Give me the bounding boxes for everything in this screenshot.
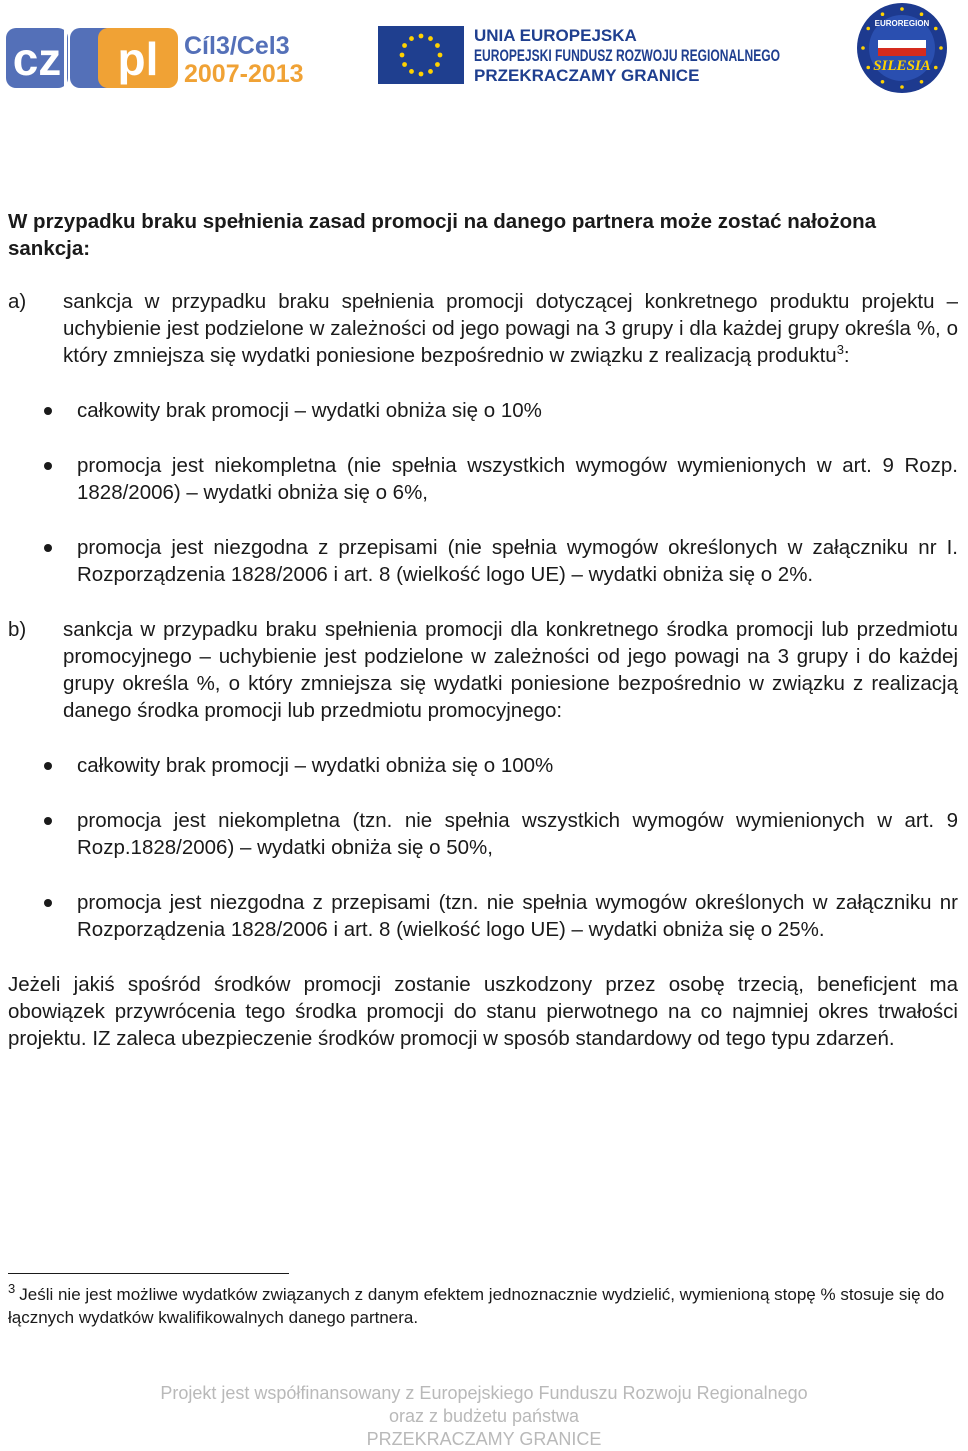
section-b xyxy=(8,616,958,724)
section-b-bullets xyxy=(8,752,958,943)
eu-star-icon xyxy=(409,36,414,41)
eu-star-icon xyxy=(419,34,424,39)
bullet-text: promocja jest niekompletna (tzn. nie spełnia wszystkich wymogów wymienionych w art. 9 Rozp.1828/2006) – wydatki obniża się o 50%, xyxy=(77,809,958,859)
list-item xyxy=(8,452,958,506)
footer-line-1: Projekt jest współfinansowany z Europejskiego Funduszu Rozwoju Regionalnego xyxy=(160,1383,808,1403)
footnote xyxy=(8,1283,956,1329)
list-item xyxy=(8,807,958,861)
silesia-star-icon xyxy=(939,46,943,50)
section-a-bullets xyxy=(8,397,958,588)
silesia-star-icon xyxy=(881,12,885,16)
silesia-star-icon xyxy=(934,27,938,31)
eu-star-icon xyxy=(419,72,424,77)
footer-line-3: PRZEKRACZAMY GRANICE xyxy=(366,1429,602,1449)
eu-logo xyxy=(378,22,788,86)
document-body xyxy=(8,208,958,1052)
silesia-star-icon xyxy=(861,46,865,50)
silesia-star-icon xyxy=(920,12,924,16)
silesia-star-icon xyxy=(881,80,885,84)
silesia-top-text: EUROREGION xyxy=(874,19,930,28)
sanction-heading: W przypadku braku spełnienia zasad promocji na danego partnera może zostać nałożona sankcja: xyxy=(8,210,877,260)
closing-paragraph: Jeżeli jakiś spośród środków promocji zostanie uszkodzony przez osobę trzecią, beneficjent ma obowiązek przywrócenia tego środka promocji do stanu pierwotnego na co najmniej okres trwałości projektu. IZ zaleca ubezpieczenie środków promocji w sposób standardowy od tego typu zdarzeń. xyxy=(8,973,958,1050)
page-footer xyxy=(0,1382,968,1451)
czpl-logo xyxy=(6,26,304,90)
section-b-text: sankcja w przypadku braku spełnienia promocji dla konkretnego środka promocji lub przedmiotu promocyjnego – uchybienie jest podzielone w zależności od jego powagi na 3 grupy i do każdej grupy określa %, o który zmniejsza się wydatki poniesione bezpośrednio w związku z realizacją danego środka promocji lub przedmiotu promocyjnego: xyxy=(63,618,958,722)
eu-star-icon xyxy=(402,62,407,67)
eu-star-icon xyxy=(428,36,433,41)
bullet-text: promocja jest niezgodna z przepisami (tzn. nie spełnia wymogów określonych w załączniku nr Rozporządzenia 1828/2006 i art. 8 (wielkość logo UE) – wydatki obniża się o 25%. xyxy=(77,891,958,941)
bullet-text: promocja jest niezgodna z przepisami (nie spełnia wymogów określonych w załączniku nr I. Rozporządzenia 1828/2006 i art. 8 (wielkość logo UE) – wydatki obniża się o 2%. xyxy=(77,536,958,586)
eu-star-icon xyxy=(409,69,414,74)
bullet-icon xyxy=(44,462,52,470)
silesia-logo xyxy=(856,2,948,94)
silesia-star-icon xyxy=(866,66,870,70)
silesia-star-icon xyxy=(934,66,938,70)
footnote-text: Jeśli nie jest możliwe wydatków związanych z danym efektem jednoznacznie wydzielić, wymienioną stopę % stosuje się do łącznych wydatków kwalifikowalnych danego partnera. xyxy=(8,1285,945,1327)
bullet-text: całkowity brak promocji – wydatki obniża się o 100% xyxy=(77,754,554,777)
footnote-ref[interactable]: 3 xyxy=(836,342,844,358)
footnote-divider xyxy=(8,1273,289,1274)
bullet-icon xyxy=(44,817,52,825)
bullet-icon xyxy=(44,407,52,415)
section-b-marker: b) xyxy=(8,618,27,641)
czpl-program-line2: 2007-2013 xyxy=(184,60,304,88)
page-header xyxy=(0,0,960,100)
section-a xyxy=(8,288,958,369)
list-item xyxy=(8,534,958,588)
list-item xyxy=(8,889,958,943)
bullet-icon xyxy=(44,762,52,770)
silesia-star-icon xyxy=(866,27,870,31)
section-a-tail: : xyxy=(843,344,850,367)
silesia-name-text: SILESIA xyxy=(873,58,931,74)
czpl-pl-text: pl xyxy=(117,33,159,85)
bullet-text: całkowity brak promocji – wydatki obniża się o 10% xyxy=(77,399,542,422)
list-item xyxy=(8,397,958,424)
eu-star-icon xyxy=(435,62,440,67)
silesia-star-icon xyxy=(900,7,904,11)
bullet-icon xyxy=(44,544,52,552)
eu-star-icon xyxy=(402,43,407,48)
list-item xyxy=(8,752,958,779)
czpl-program-line1: Cíl3/Cel3 xyxy=(184,32,290,60)
czpl-cz-text: cz xyxy=(12,33,62,85)
eu-logo-line1: UNIA EUROPEJSKA xyxy=(474,26,637,45)
bullet-icon xyxy=(44,899,52,907)
eu-star-icon xyxy=(428,69,433,74)
eu-star-icon xyxy=(400,53,405,58)
section-a-marker: a) xyxy=(8,290,27,313)
silesia-star-icon xyxy=(900,85,904,89)
silesia-star-icon xyxy=(920,80,924,84)
footnote-mark: 3 xyxy=(8,1281,16,1297)
eu-star-icon xyxy=(438,53,443,58)
eu-star-icon xyxy=(435,43,440,48)
bullet-text: promocja jest niekompletna (nie spełnia wszystkich wymogów wymienionych w art. 9 Rozp. 1828/2006) – wydatki obniża się o 6%, xyxy=(77,454,958,504)
section-a-text: sankcja w przypadku braku spełnienia promocji dotyczącej konkretnego produktu projektu – uchybienie jest podzielone w zależności od jego powagi na 3 grupy i dla każdej grupy określa %, o który zmniejsza się wydatki poniesione bezpośrednio w związku z realizacją produktu xyxy=(63,290,958,367)
eu-logo-line3: PRZEKRACZAMY GRANICE xyxy=(474,66,700,85)
eu-logo-line2: EUROPEJSKI FUNDUSZ ROZWOJU REGIONALNEGO xyxy=(474,46,780,65)
footer-line-2: oraz z budżetu państwa xyxy=(388,1406,580,1426)
